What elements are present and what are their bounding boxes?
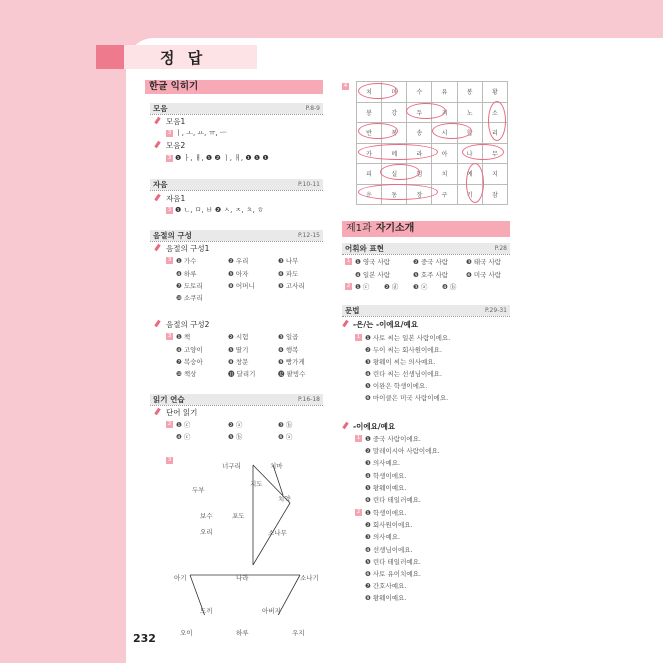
- list-item: ❽ 어머니: [228, 282, 255, 290]
- reading-title: 단어 읽기: [166, 408, 198, 417]
- list-item: ⓬ 팥빙수: [278, 370, 306, 378]
- consonant-pages: P.10-11: [297, 181, 320, 188]
- list-item: ❹ 선생님이에요.: [365, 546, 413, 554]
- list-item: ❼ 간호사예요.: [365, 582, 407, 590]
- grid-cell: 지: [432, 102, 457, 123]
- list-item: ❺ 이완은 학생이에요.: [365, 382, 428, 390]
- grid-cell: 실: [382, 164, 407, 185]
- pencil-icon: [155, 194, 162, 201]
- list-item: ❹ ⓒ: [176, 433, 191, 441]
- list-item: ❽ 창문: [228, 358, 249, 366]
- consonant-header-label: 자음: [153, 180, 168, 189]
- highlight-oval: [358, 83, 398, 99]
- grid-cell: 복: [382, 123, 407, 144]
- grid-cell: 기: [457, 184, 482, 205]
- grid-cell: 노: [457, 102, 482, 123]
- grid-cell: 소: [482, 102, 507, 123]
- syllable1-title: 음절의 구성1: [166, 244, 210, 253]
- grammar-header-label: 문법: [345, 306, 360, 315]
- vowel2-title: 모음2: [166, 141, 186, 150]
- list-item: ❸ 나무: [278, 257, 299, 265]
- grammar2-box: 1: [356, 434, 361, 441]
- list-item: ❶ 책: [176, 333, 191, 341]
- list-item: ❹ 하루: [176, 270, 197, 278]
- grammar3-box: 2: [356, 508, 361, 515]
- list-item: ❷ 우리: [228, 257, 249, 265]
- map-label: 지도: [250, 480, 263, 488]
- reading-box: 2: [167, 420, 172, 427]
- list-item: ❹ 일본 사람: [355, 271, 391, 279]
- grid-cell: 치: [432, 164, 457, 185]
- syllable-header-label: 음절의 구성: [153, 231, 192, 240]
- grid-cell: 잠: [482, 184, 507, 205]
- vocab-box: 1: [346, 257, 351, 264]
- map-label: 두부: [192, 486, 205, 494]
- list-item: ❶ 영국 사람: [355, 258, 391, 266]
- grammar1-box: 1: [356, 333, 361, 340]
- map-label: 아버지: [262, 607, 281, 615]
- lesson-title: 자기소개: [375, 223, 415, 234]
- vowel1-answer: 3 ㅣ, ㅗ, ㅛ, ㅠ, ㅡ: [167, 129, 227, 137]
- vowel-pages: P.8-9: [305, 105, 320, 112]
- syllable-header: [150, 230, 323, 241]
- grid-cell: 유: [432, 82, 457, 103]
- list-item: ❹ 린다 씨는 선생님이에요.: [365, 370, 442, 378]
- map-label: 소나무: [268, 529, 287, 537]
- consonant-header: [150, 179, 323, 190]
- syllable2-title: 음절의 구성2: [166, 320, 210, 329]
- list-item: ❶ 중국 사람이에요.: [365, 435, 421, 443]
- list-item: ❺ ⓑ: [228, 433, 243, 441]
- grammar1-title: -은/는 -이에요/예요: [353, 320, 419, 329]
- vocab-pages: P.28: [494, 245, 507, 252]
- list-item: ❸ 일곱: [278, 333, 299, 341]
- grid-cell: 험: [407, 164, 432, 185]
- highlight-oval: [462, 144, 504, 160]
- map-label: 보수: [200, 512, 213, 520]
- map-label: 하루: [236, 629, 249, 637]
- list-item: ❸ 의사예요.: [365, 459, 401, 467]
- list-item: ❺ 린다 테일러예요.: [365, 558, 421, 566]
- consonant1-answer: 3 ❶ ㄴ, ㅁ, ㅂ ❷ ㅅ, ㅈ, ㅊ, ㅎ: [167, 206, 264, 214]
- syllable2-box: 3: [167, 332, 172, 339]
- map-box: 3: [167, 456, 172, 463]
- grid-cell: 봉: [357, 102, 382, 123]
- highlight-oval: [466, 163, 484, 203]
- list-item: ❸ 왕웨이 씨는 의사예요.: [365, 358, 436, 366]
- grid-cell: 마: [382, 82, 407, 103]
- grid-cell: 시: [432, 123, 457, 144]
- list-item: ❿ 책상: [176, 370, 197, 378]
- map-label: 오리: [200, 528, 213, 536]
- list-item: ❻ 미국 사람: [466, 271, 502, 279]
- grid-cell: 송: [407, 123, 432, 144]
- title-accent: [96, 45, 124, 69]
- highlight-oval: [488, 101, 506, 141]
- grid-cell: 장: [407, 184, 432, 205]
- grid-cell: 무: [482, 143, 507, 164]
- list-item: ❷ 두이 씨는 회사원이에요.: [365, 346, 442, 354]
- grid-cell: 카: [357, 143, 382, 164]
- pencil-icon: [155, 244, 162, 251]
- list-item: ❶ ⓒ: [176, 421, 191, 429]
- pencil-icon: [155, 408, 162, 415]
- consonant1-title: 자음1: [166, 194, 186, 203]
- list-item: ❻ 행복: [278, 346, 299, 354]
- map-label: 너구리: [222, 462, 241, 470]
- vowel-header-label: 모음: [153, 104, 168, 113]
- map-label: 오이: [180, 629, 193, 637]
- vocab-header: [342, 243, 510, 254]
- list-item: ❷ 회사원이에요.: [365, 521, 413, 529]
- lesson-heading: [342, 221, 510, 237]
- grammar-header: [342, 305, 510, 316]
- list-item: ❿ 소쿠리: [176, 294, 203, 302]
- map-label: 도끼: [200, 607, 213, 615]
- grid-box: 4: [343, 82, 348, 89]
- list-item: ❼ 도토리: [176, 282, 203, 290]
- reading-pages: P.16-18: [297, 396, 320, 403]
- vowel-header: [150, 103, 323, 114]
- map-label: 포도: [232, 512, 245, 520]
- map-label: 소나기: [300, 574, 319, 582]
- grid-cell: 리: [482, 123, 507, 144]
- list-item: ❷ ⓐ: [228, 421, 243, 429]
- highlight-oval: [358, 144, 438, 160]
- list-item: ⓫ 달리기: [228, 370, 256, 378]
- pencil-icon: [343, 320, 350, 327]
- section-hangul-title: 한글 익히기: [145, 80, 323, 94]
- list-item: ❺ 왕웨이예요.: [365, 484, 407, 492]
- lesson-number: 제1과: [346, 223, 372, 234]
- grid-cell: 구: [432, 184, 457, 205]
- grid-cell: 아: [432, 143, 457, 164]
- list-item: ❹ 고양이: [176, 346, 203, 354]
- vowel2-answer: 3 ❶ ㅏ, ㅐ, ❶ ❷ ㅣ, ㅐ, ❶ ❶ ❶: [167, 154, 269, 162]
- grid-cell: 반: [357, 123, 382, 144]
- list-item: ❷ 말레이시아 사람이에요.: [365, 447, 440, 455]
- list-item: ❺ 아자: [228, 270, 249, 278]
- list-item: ❸ 태국 사람: [466, 258, 502, 266]
- page-title: 정 답: [160, 49, 207, 67]
- grammar2-title: -이에요/예요: [353, 422, 396, 431]
- list-item: ❶ 사토 씨는 일본 사람이에요.: [365, 334, 451, 342]
- grid-cell: 메: [382, 143, 407, 164]
- page-number: 232: [133, 632, 156, 645]
- list-item: ❹ ⓑ: [442, 283, 457, 291]
- highlight-oval: [358, 123, 398, 139]
- grid-cell: 피: [357, 164, 382, 185]
- list-item: ❺ 호주 사람: [413, 271, 449, 279]
- list-item: ❶ ⓒ: [355, 283, 370, 291]
- list-item: ❷ 중국 사람: [413, 258, 449, 266]
- vocab-header-label: 어휘와 표현: [345, 244, 384, 253]
- list-item: ❷ ⓓ: [384, 283, 399, 291]
- grid-cell: 황: [482, 82, 507, 103]
- map-label: 아기: [174, 574, 187, 582]
- map-label: 치마: [270, 462, 283, 470]
- grid-cell: 라: [407, 143, 432, 164]
- pencil-icon: [155, 141, 162, 148]
- list-item: ❹ 학생이에요.: [365, 472, 407, 480]
- list-item: ❽ 왕웨이예요.: [365, 594, 407, 602]
- grammar-pages: P.29-31: [484, 307, 507, 314]
- pencil-icon: [343, 422, 350, 429]
- vocab-box2: 2: [346, 282, 351, 289]
- map-label: 치약: [278, 495, 291, 503]
- grid-cell: 운: [357, 184, 382, 205]
- grid-cell: 강: [382, 102, 407, 123]
- list-item: ❻ 사토 유이치예요.: [365, 570, 421, 578]
- grid-cell: 봉: [457, 82, 482, 103]
- map-label: 우지: [292, 629, 305, 637]
- syllable-pages: P.12-15: [297, 232, 320, 239]
- list-item: ❻ 마이클은 미국 사람이에요.: [365, 394, 449, 402]
- list-item: ❶ 가수: [176, 257, 197, 265]
- pencil-icon: [155, 320, 162, 327]
- reading-header-label: 읽기 연습: [153, 395, 185, 404]
- list-item: ❷ 시험: [228, 333, 249, 341]
- map-label: 나라: [236, 574, 249, 582]
- list-item: ❸ 의사예요.: [365, 533, 401, 541]
- highlight-oval: [406, 103, 446, 119]
- list-item: ❻ 린다 테일러예요.: [365, 496, 421, 504]
- list-item: ❸ ⓐ: [413, 283, 428, 291]
- list-item: ❻ ⓐ: [278, 433, 293, 441]
- grid-cell: 동: [382, 184, 407, 205]
- vowel1-title: 모음1: [166, 117, 186, 126]
- highlight-oval: [358, 184, 438, 200]
- grid-cell: 합: [457, 123, 482, 144]
- list-item: ❺ 딸기: [228, 346, 249, 354]
- grid-cell: 두: [407, 102, 432, 123]
- list-item: ❶ 학생이에요.: [365, 509, 407, 517]
- grid-cell: 수: [407, 82, 432, 103]
- list-item: ❸ ⓑ: [278, 421, 293, 429]
- highlight-oval: [432, 123, 472, 139]
- grid-cell: 치: [357, 82, 382, 103]
- list-item: ❻ 파도: [278, 270, 299, 278]
- list-item: ❾ 고사리: [278, 282, 305, 290]
- syllable1-box: 3: [167, 256, 172, 263]
- grid-cell: 예: [457, 164, 482, 185]
- pencil-icon: [155, 117, 162, 124]
- reading-header: [150, 394, 323, 405]
- grid-cell: 지: [482, 164, 507, 185]
- list-item: ❾ 빵가게: [278, 358, 305, 366]
- highlight-oval: [380, 164, 420, 180]
- list-item: ❼ 복숭아: [176, 358, 203, 366]
- grid-cell: 나: [457, 143, 482, 164]
